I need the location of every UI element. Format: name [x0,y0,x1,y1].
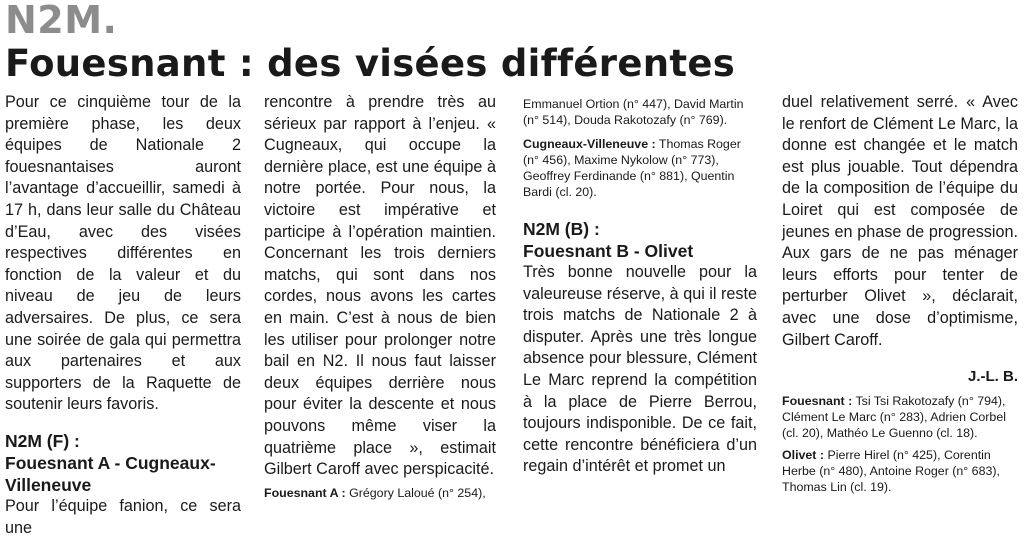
lineup-fouesnant-b [782,393,1018,441]
article-headline: Fouesnant : des visées différentes [5,42,736,85]
match-a-lead: Pour l’équipe fanion, ce sera une [5,496,241,537]
lineup-fouesnant-b-label: Fouesnant : [782,394,853,409]
lineup-olivet [782,447,1018,495]
section-kicker: N2M. [5,0,118,42]
match-a-body: rencontre à prendre très au sérieux par rapport à l’enjeu. « Cugneaux, qui occupe la dernière place, est une équipe à notre portée. Pour nous, la victoire est impérative et participe à l’opération maintien. Concernant les trois derniers matchs, qui sont dans nos cordes, nous avons les cartes en main. C’est à nous de bien les utiliser pour prolonger notre bail en N2. Il nous faut laisser deux équipes derrière nous pour éviter la descente et nous pouvons même viser la quatrième place », estimait Gilbert Caroff avec perspicacité. [264,93,496,479]
match-title-fouesnant-b: Fouesnant B - Olivet [523,241,694,261]
article-column-2 [264,92,496,501]
section-label-n2m-b: N2M (B) : [523,219,600,239]
lineup-players: Grégory Laloué (n° 254), [349,485,486,500]
section-label-n2m-f: N2M (F) : [5,430,80,451]
lineup-olivet-label: Olivet : [782,448,824,463]
article-column-3 [523,96,757,478]
lineup-cugneaux-label: Cugneaux-Villeneuve : [523,137,656,151]
match-title-fouesnant-a: Fouesnant A - Cugneaux-Villeneuve [5,452,216,495]
match-b-body: Très bonne nouvelle pour la valeureuse réserve, à qui il reste trois matchs de Nationale 2 à disputer. Après une très longue absence pour blessure, Clément Le Marc reprend la compétition à la place de Pierre Berrou, toujours indisponible. De ce fait, cette rencontre bénéficiera d’un regain d’intérêt et promet un [523,263,757,476]
lineup-fouesnant-b-players: Tsi Tsi Rakotozafy (n° 794), Clément Le Marc (n° 283), Adrien Corbel (cl. 20), Mathéo Le Guenno (cl. 18). [782,394,1006,441]
article-column-1 [5,92,241,539]
lineup-olivet-players: Pierre Hirel (n° 425), Corentin Herbe (n° 480), Antoine Roger (n° 683), Thomas Lin (cl. 19). [782,448,1000,495]
author-signature: J.-L. B. [967,368,1018,386]
lineup-cugneaux-players: Thomas Roger (n° 456), Maxime Nykolow (n° 773), Geoffrey Ferdinande (n° 881), Quentin Bardi (cl. 20). [523,137,741,199]
lineup-cugneaux [523,136,757,200]
intro-paragraph: Pour ce cinquième tour de la première phase, les deux équipes de Nationale 2 fouesnantaises auront l’avantage d’accueillir, samedi à 17 h, dans leur salle du Château d’Eau, avec des visées respectives différentes en fonction de la valeur et du niveau de jeu de leurs adversaires. De plus, ce sera une soirée de gala qui permettra aux partenaires et aux supporters de la Raquette de soutenir leurs favoris. [5,93,241,414]
lineup-fouesnant-a [264,485,496,501]
match-b-body-cont: duel relativement serré. « Avec le renfort de Clément Le Marc, la donne est changée et le match est plus jouable. Tout dépendra de la composition de l’équipe du Loiret qui est composée de jeunes en phase de progression. Aux gars de ne pas ménager leurs efforts pour tenter de perturber Olivet », déclarait, avec une dose d’optimisme, Gilbert Caroff. [782,93,1018,349]
lineup-team-label: Fouesnant A : [264,485,346,500]
article-column-4 [782,92,1018,495]
lineup-fouesnant-a-cont: Emmanuel Ortion (n° 447), David Martin (n° 514), Douda Rakotozafy (n° 769). [523,97,744,127]
